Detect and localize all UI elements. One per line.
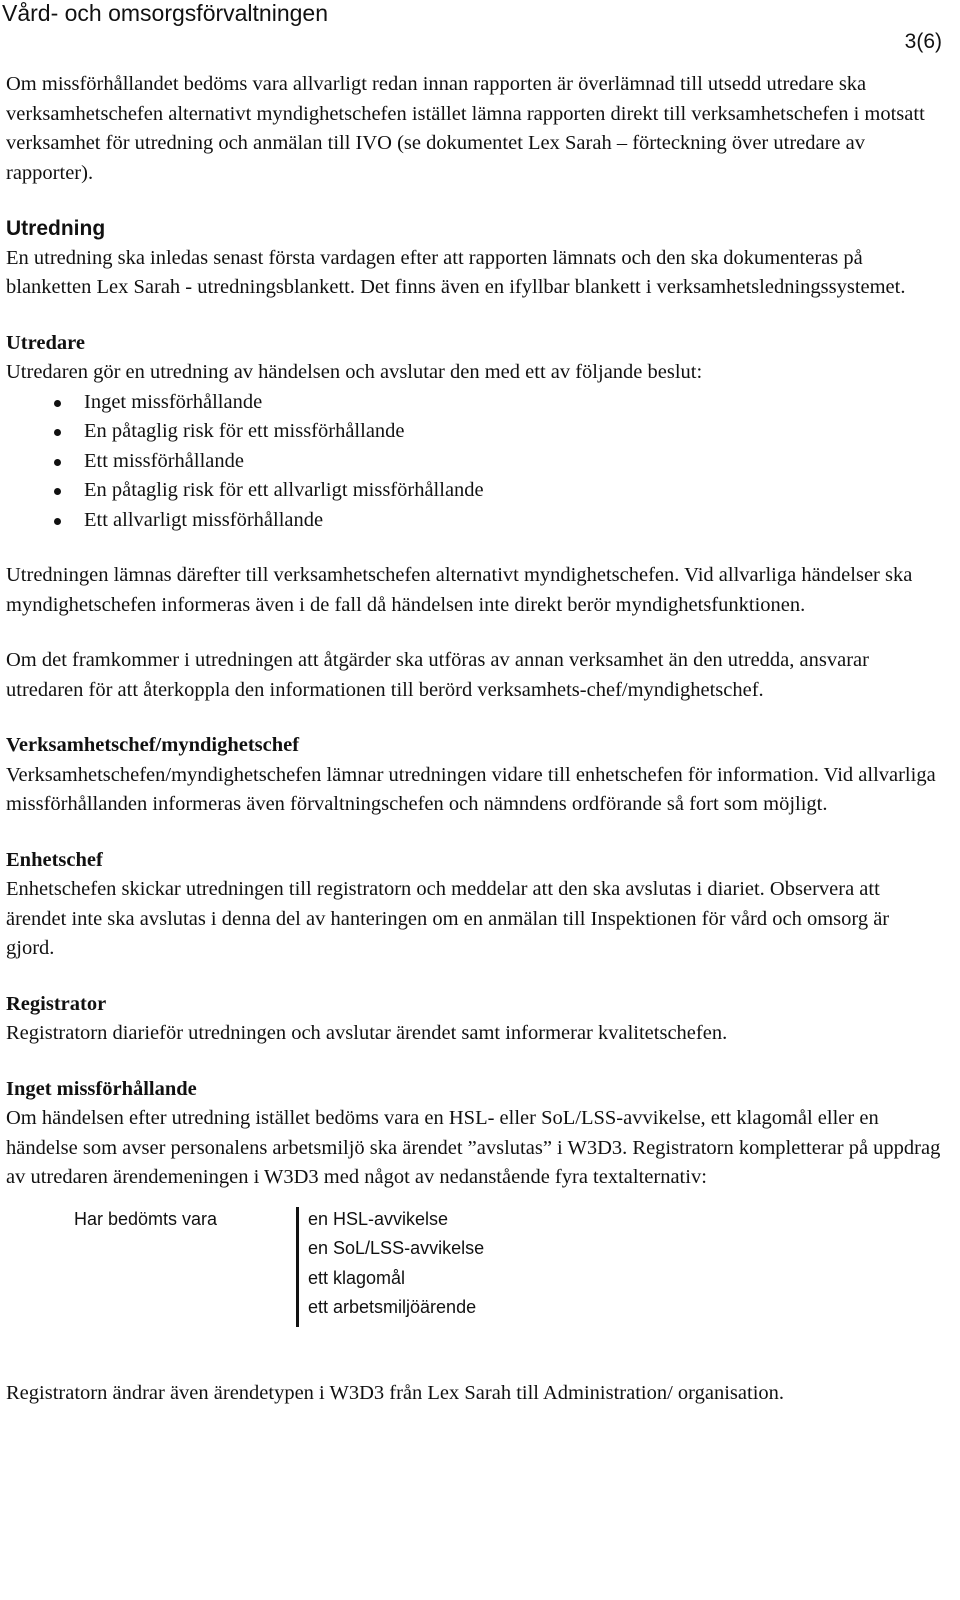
list-item: En påtaglig risk för ett missförhållande bbox=[6, 417, 941, 447]
inget-body: Om händelsen efter utredning istället bedöms vara en HSL- eller SoL/LSS-avvikelse, ett klagomål eller en händelse som avser personalens arbetsmiljö ska ärendet ”avslutas” i W3D3. Registratorn kompletterar på uppdrag av utredaren ärendemeningen i W3D3 med något av nedanstående fyra textalternativ: bbox=[6, 1107, 941, 1188]
section-verksamhetschef bbox=[6, 731, 941, 820]
document-body bbox=[6, 70, 941, 1434]
utredare-body: Utredaren gör en utredning av händelsen och avslutar den med ett av följande beslut: bbox=[6, 361, 703, 383]
list-item: en HSL-avvikelse bbox=[308, 1208, 449, 1229]
text-alternatives-block bbox=[6, 1205, 941, 1353]
decision-list bbox=[6, 388, 941, 536]
section-utredare bbox=[6, 329, 941, 706]
heading-registrator: Registrator bbox=[6, 992, 107, 1015]
bullet-icon bbox=[54, 400, 61, 407]
heading-utredare: Utredare bbox=[6, 331, 85, 354]
verksamhetschef-body: Verksamhetschefen/myndighetschefen lämnar utredningen vidare till enhetschefen för information. Vid allvarliga missförhållanden informeras även förvaltningschefen och nämndens ordförande så fort som möjligt. bbox=[6, 763, 936, 815]
utredare-paragraph-2: Utredningen lämnas därefter till verksamhetschefen alternativt myndighetschefen. Vid allvarliga händelser ska myndighetschefen informeras även i de fall då händelsen inte direkt berör myndighetsfunktionen. bbox=[6, 564, 913, 616]
divider bbox=[296, 1207, 299, 1327]
section-utredning bbox=[6, 214, 941, 303]
closing-paragraph: Registratorn ändrar även ärendetypen i W3D3 från Lex Sarah till Administration/ organisation. bbox=[6, 1381, 785, 1404]
heading-utredning: Utredning bbox=[6, 217, 106, 240]
list-item: En påtaglig risk för ett allvarligt missförhållande bbox=[6, 476, 941, 506]
bullet-icon bbox=[54, 518, 61, 525]
text-alternatives-options bbox=[308, 1205, 484, 1323]
utredare-paragraph-3: Om det framkommer i utredningen att åtgärder ska utföras av annan verksamhet än den utredda, ansvarar utredaren för att återkoppla den informationen till berörd verksamhets-chef/myndighetschef. bbox=[6, 649, 869, 701]
registrator-body: Registratorn diarieför utredningen och avslutar ärendet samt informerar kvalitetschefen. bbox=[6, 1022, 728, 1044]
bullet-icon bbox=[54, 429, 61, 436]
utredning-body: En utredning ska inledas senast första vardagen efter att rapporten lämnats och den ska dokumenteras på blanketten Lex Sarah - utredningsblankett. Det finns även en ifyllbar blankett i verksamhetsledningssystemet. bbox=[6, 246, 906, 298]
list-item: Inget missförhållande bbox=[6, 388, 941, 418]
list-item: ett klagomål bbox=[308, 1267, 406, 1288]
list-item: Ett allvarligt missförhållande bbox=[6, 506, 941, 536]
enhetschef-body: Enhetschefen skickar utredningen till registratorn och meddelar att den ska avslutas i diariet. Observera att ärendet inte ska avslutas i denna del av hanteringen om en anmälan till Inspektionen för vård och omsorg är gjord. bbox=[6, 878, 890, 959]
heading-verksamhetschef: Verksamhetschef/myndighetschef bbox=[6, 734, 300, 756]
organization-header: Vård- och omsorgsförvaltningen bbox=[2, 0, 328, 26]
heading-inget-missforhallande: Inget missförhållande bbox=[6, 1077, 197, 1100]
list-item: en SoL/LSS-avvikelse bbox=[308, 1238, 485, 1258]
page-number: 3(6) bbox=[904, 30, 942, 53]
list-item: ett arbetsmiljöärende bbox=[308, 1297, 477, 1317]
list-item: Ett missförhållande bbox=[6, 447, 941, 477]
text-alternatives-prefix: Har bedömts vara bbox=[74, 1208, 218, 1229]
section-inget bbox=[6, 1075, 941, 1193]
bullet-icon bbox=[54, 488, 61, 495]
heading-enhetschef: Enhetschef bbox=[6, 848, 103, 871]
intro-paragraph: Om missförhållandet bedöms vara allvarligt redan innan rapporten är överlämnad till utsedd utredare ska verksamhetschefen alternativt myndighetschefen istället lämna rapporten direkt till verksamhetschefen i motsatt verksamhet för utredning och anmälan till IVO (se dokumentet Lex Sarah – förteckning över utredare av rapporter). bbox=[6, 73, 925, 184]
bullet-icon bbox=[54, 459, 61, 466]
section-registrator bbox=[6, 990, 941, 1049]
section-enhetschef bbox=[6, 846, 941, 964]
